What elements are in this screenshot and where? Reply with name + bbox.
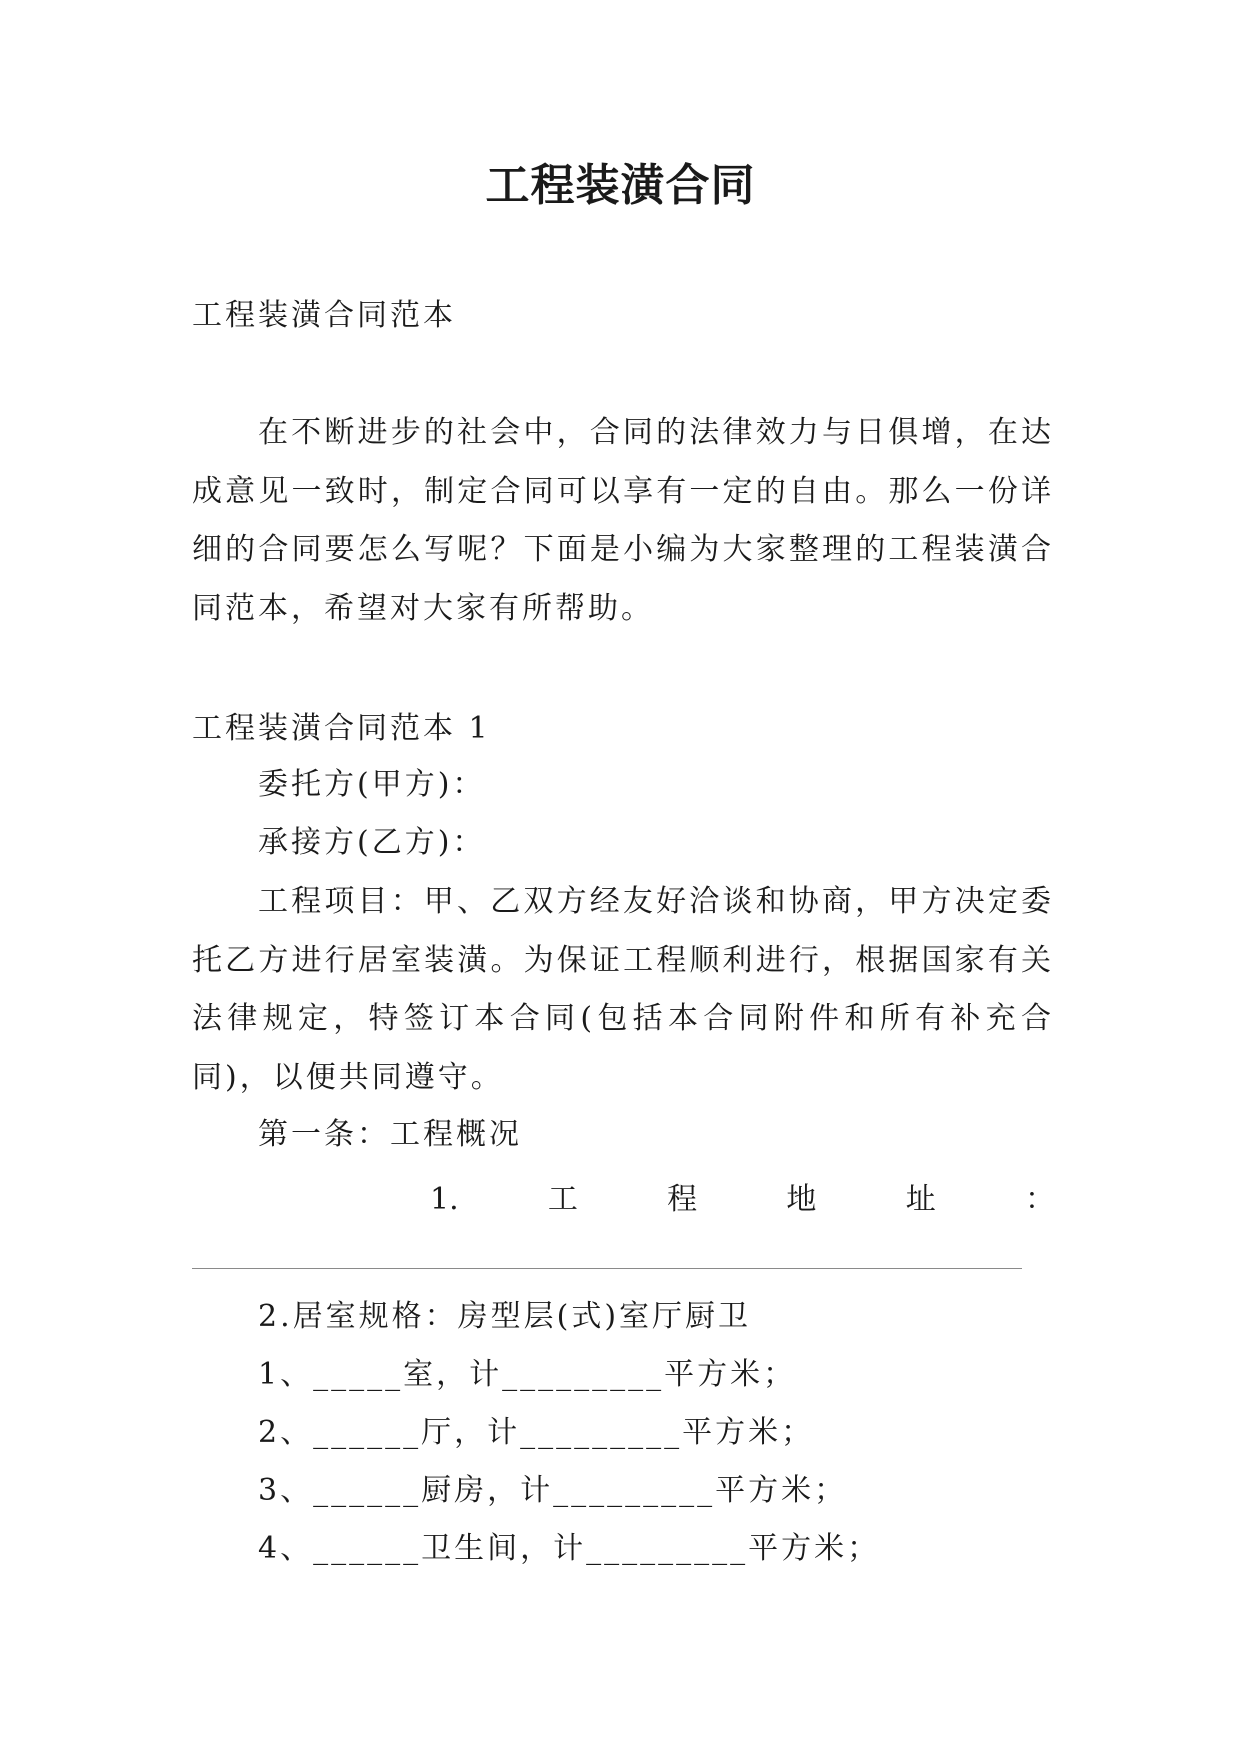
article-heading: 第一条：工程概况 bbox=[258, 1117, 522, 1152]
address-underline bbox=[192, 1268, 1022, 1269]
list-item: 2、______厅，计_________平方米； bbox=[258, 1415, 815, 1450]
party-a-line: 委托方(甲方)： bbox=[258, 767, 486, 802]
party-b-line: 承接方(乙方)： bbox=[258, 825, 486, 860]
address-line bbox=[430, 1180, 1055, 1220]
list-item: 4、______卫生间，计_________平方米； bbox=[258, 1531, 881, 1566]
document-subtitle: 工程装潢合同范本 bbox=[192, 298, 456, 333]
address-number: 1. bbox=[430, 1182, 459, 1217]
address-char: 程 bbox=[667, 1182, 698, 1217]
address-char: 址 bbox=[905, 1182, 936, 1217]
intro-paragraph: 在不断进步的社会中，合同的法律效力与日俱增，在达成意见一致时，制定合同可以享有一定的自由。那么一份详细的合同要怎么写呢？下面是小编为大家整理的工程装潢合同范本，希望对大家有所帮助。 bbox=[192, 415, 1054, 626]
section-heading: 工程装潢合同范本 1 bbox=[192, 711, 491, 746]
list-item: 3、______厨房，计_________平方米； bbox=[258, 1473, 848, 1508]
address-char: 地 bbox=[786, 1182, 817, 1217]
room-spec-line: 2.居室规格：房型层(式)室厅厨卫 bbox=[258, 1299, 752, 1334]
document-title: 工程装潢合同 bbox=[485, 160, 756, 211]
project-paragraph: 工程项目：甲、乙双方经友好洽谈和协商，甲方决定委托乙方进行居室装潢。为保证工程顺利进行，根据国家有关法律规定，特签订本合同(包括本合同附件和所有补充合同)，以便共同遵守。 bbox=[192, 884, 1054, 1095]
list-item: 1、_____室，计_________平方米； bbox=[258, 1357, 797, 1392]
address-char: 工 bbox=[547, 1182, 578, 1217]
address-colon: ： bbox=[1024, 1182, 1055, 1217]
